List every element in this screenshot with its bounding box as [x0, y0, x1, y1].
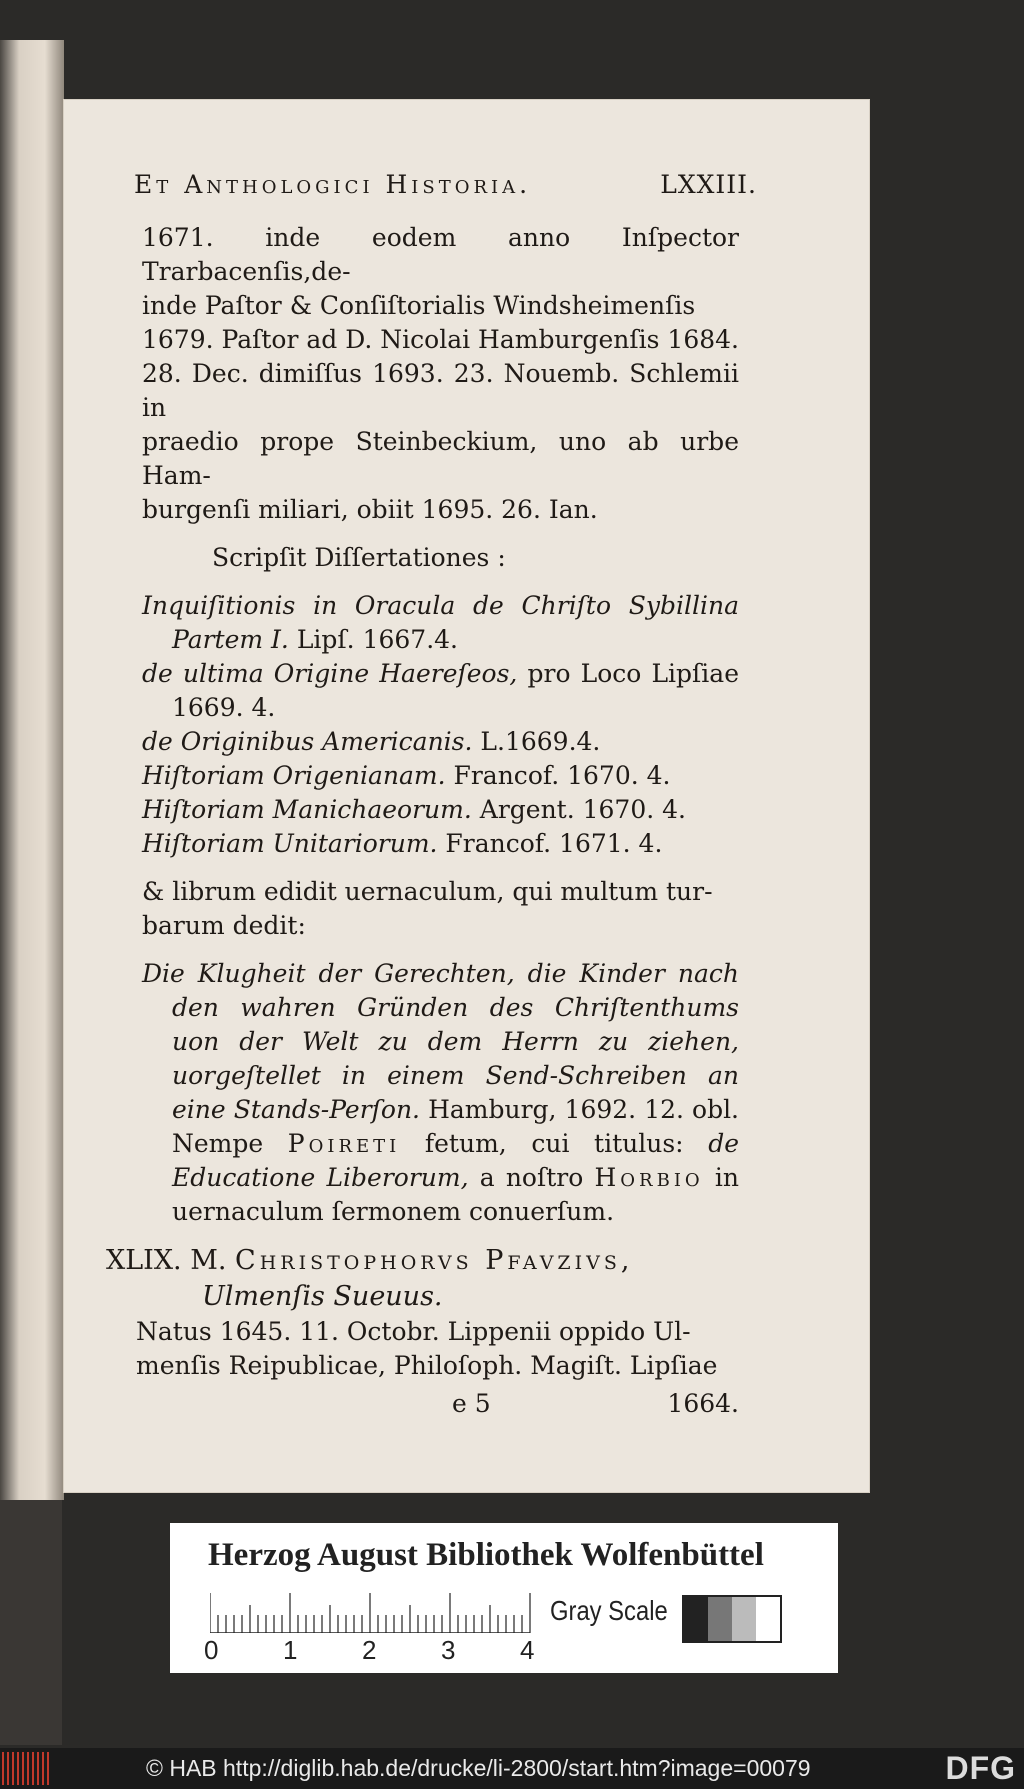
text-line: inde Paſtor & Conſiſtorialis Windsheimenſis [142, 291, 696, 320]
paragraph-natus [136, 1315, 739, 1383]
text-line: praedio prope Steinbeckium, uno ab urbe Ham- [142, 427, 739, 490]
work-entry: Hiſtoriam Unitariorum. Francof. 1671. 4. [142, 829, 663, 858]
library-color-card [170, 1523, 838, 1673]
running-header [134, 170, 757, 199]
gray-patch [756, 1597, 780, 1641]
works-list [142, 589, 739, 861]
ruler-label-4: 4 [520, 1635, 535, 1665]
gray-patch [732, 1597, 756, 1641]
dfg-logo: DFG [945, 1750, 1016, 1786]
work-entry: Inquiſitionis in Oracula de Chriſto Sybillina Partem I. Lipſ. 1667.4. [142, 591, 739, 654]
entry-number: XLIX. M. [106, 1245, 227, 1276]
header-title: Et Anthologici Historia. [134, 170, 532, 199]
german-work-entry: Die Klugheit der Gerechten, die Kinder nach den wahren Gründen des Chriſtenthums uon der Welt zu dem Herrn zu ziehen, uorgeſtellet in einem Send-Schreiben an eine Stands-Perſon. Hamburg, 1692. 12. obl. Nempe Poireti fetum, cui titulus: de Educatione Liberorum, a noſtro Horbio in uernaculum ſermonem conuerſum. [142, 959, 740, 1226]
text-line: menſis Reipublicae, Philoſoph. Magiſt. Lipſiae [136, 1351, 718, 1380]
entry-name: Christophorvs Pfavzivs, [235, 1245, 634, 1276]
barcode-icon [2, 1752, 52, 1785]
text-line: 1679. Paſtor ad D. Nicolai Hamburgenſis 1684. [142, 325, 739, 354]
text-line: burgenſi miliari, obiit 1695. 26. Ian. [142, 495, 598, 524]
scripsit-heading: Scripſit Diſſertationes : [212, 543, 506, 572]
ruler-label-1: 1 [283, 1635, 298, 1665]
page-text [106, 170, 757, 1421]
gray-patch [708, 1597, 732, 1641]
text-line: 1671. inde eodem anno Inſpector Trarbacenſis,de- [142, 223, 739, 286]
text-line: barum dedit: [142, 911, 306, 940]
text-line: & librum edidit uernaculum, qui multum tur- [142, 877, 713, 906]
book-page [64, 100, 869, 1492]
header-page-number: LXXIII. [660, 170, 757, 199]
signature-mark: e 5 [452, 1389, 491, 1418]
footer-bar [0, 1748, 1024, 1789]
page-footer [142, 1387, 739, 1421]
ruler-label-0: 0 [204, 1635, 219, 1665]
work-entry: de ultima Origine Haereſeos, pro Loco Lipſiae 1669. 4. [142, 659, 739, 722]
ruler-label-2: 2 [362, 1635, 377, 1665]
entry-origin: Ulmenſis Sueuus. [202, 1281, 443, 1312]
ruler-label-3: 3 [441, 1635, 456, 1665]
text-line: Natus 1645. 11. Octobr. Lippenii oppido Ul- [136, 1317, 691, 1346]
text-line: 28. Dec. dimiſſus 1693. 23. Nouemb. Schlemii in [142, 359, 739, 422]
copyright-url[interactable]: © HAB http://diglib.hab.de/drucke/li-2800/start.htm?image=00079 [146, 1755, 811, 1781]
gray-patch [684, 1597, 708, 1641]
catchword: 1664. [667, 1389, 739, 1418]
library-name: Herzog August Bibliothek Wolfenbüttel [208, 1537, 764, 1573]
gray-scale-patches [682, 1595, 782, 1643]
entry-heading-xlix [106, 1243, 739, 1315]
adjacent-page-dark-edge [0, 1500, 62, 1745]
work-entry: Hiſtoriam Origenianam. Francof. 1670. 4. [142, 761, 671, 790]
paragraph-biography [142, 221, 739, 527]
work-entry: Hiſtoriam Manichaeorum. Argent. 1670. 4. [142, 795, 686, 824]
adjacent-page-edge [0, 40, 64, 1500]
work-entry: de Originibus Americanis. L.1669.4. [142, 727, 601, 756]
paragraph-librum [142, 875, 739, 943]
gray-scale-label: Gray Scale [550, 1595, 668, 1626]
